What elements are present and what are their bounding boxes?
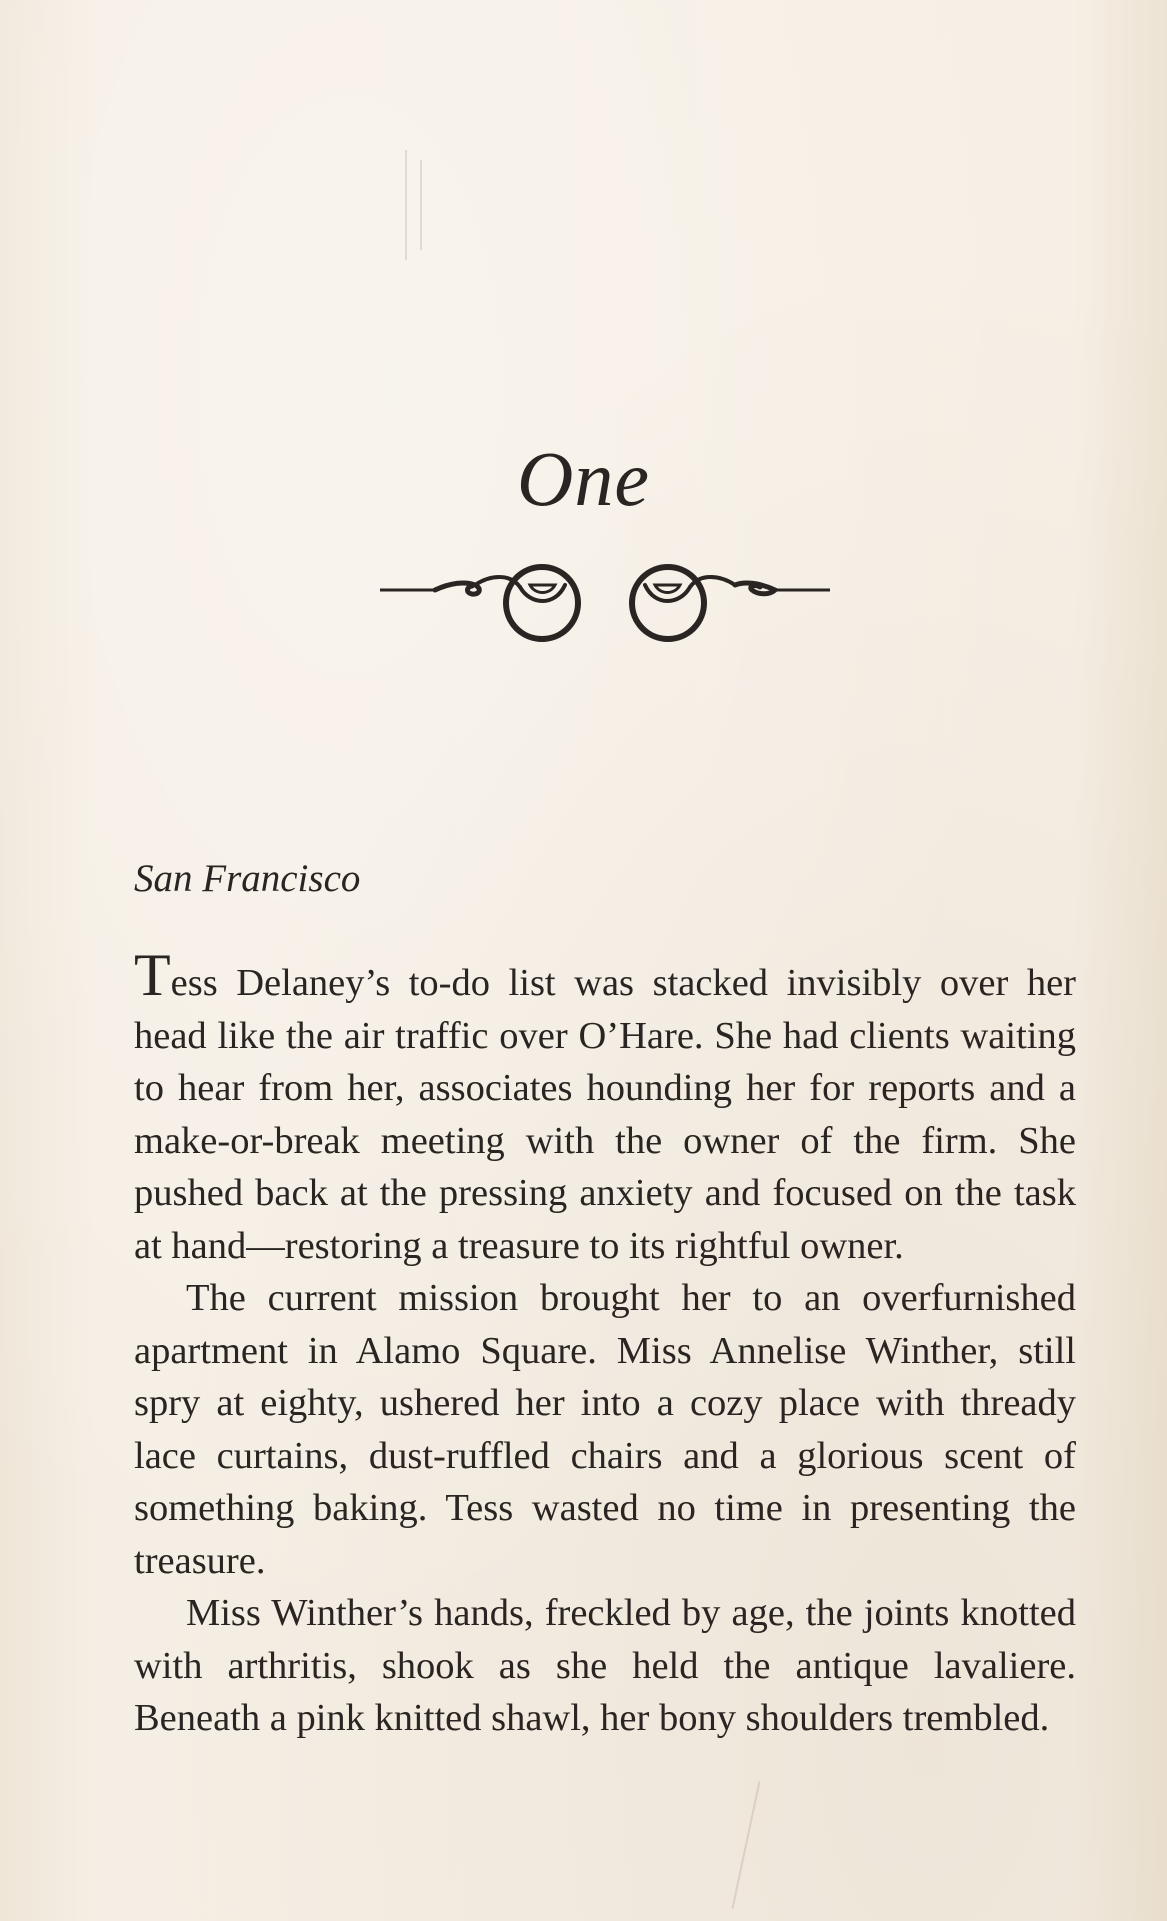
chapter-title: One (517, 435, 650, 522)
paper-crease (732, 1781, 761, 1909)
paragraph (134, 942, 1076, 1272)
paragraph-text: ess Delaney’s to-do list was stacked invisibly over her head like the air traffic over O’Hare. She had clients waiting to hear from her, associates hounding her for reports and a make-or-break meeting with the owner of the firm. She pushed back at the pressing anxiety and focused on the task at hand—restoring a treasure to its rightful owner. (134, 962, 1076, 1267)
paper-crease (420, 160, 422, 250)
paragraph: The current mission brought her to an overfurnished apartment in Alamo Square. Miss Annelise Winther, still spry at eighty, ushered her into a cozy place with thready lace curtains, dust-ruffled chairs and a glorious scent of something baking. Tess wasted no time in presenting the treasure. (134, 1277, 1076, 1582)
paper-crease (405, 150, 407, 260)
drop-cap: T (134, 942, 171, 1008)
location-heading: San Francisco (134, 857, 361, 900)
chapter-body (134, 942, 1076, 1745)
scroll-flourish-icon (380, 545, 830, 645)
paragraph: Miss Winther’s hands, freckled by age, the joints knotted with arthritis, shook as she held the antique lavaliere. Beneath a pink knitted shawl, her bony shoulders trembled. (134, 1592, 1076, 1739)
